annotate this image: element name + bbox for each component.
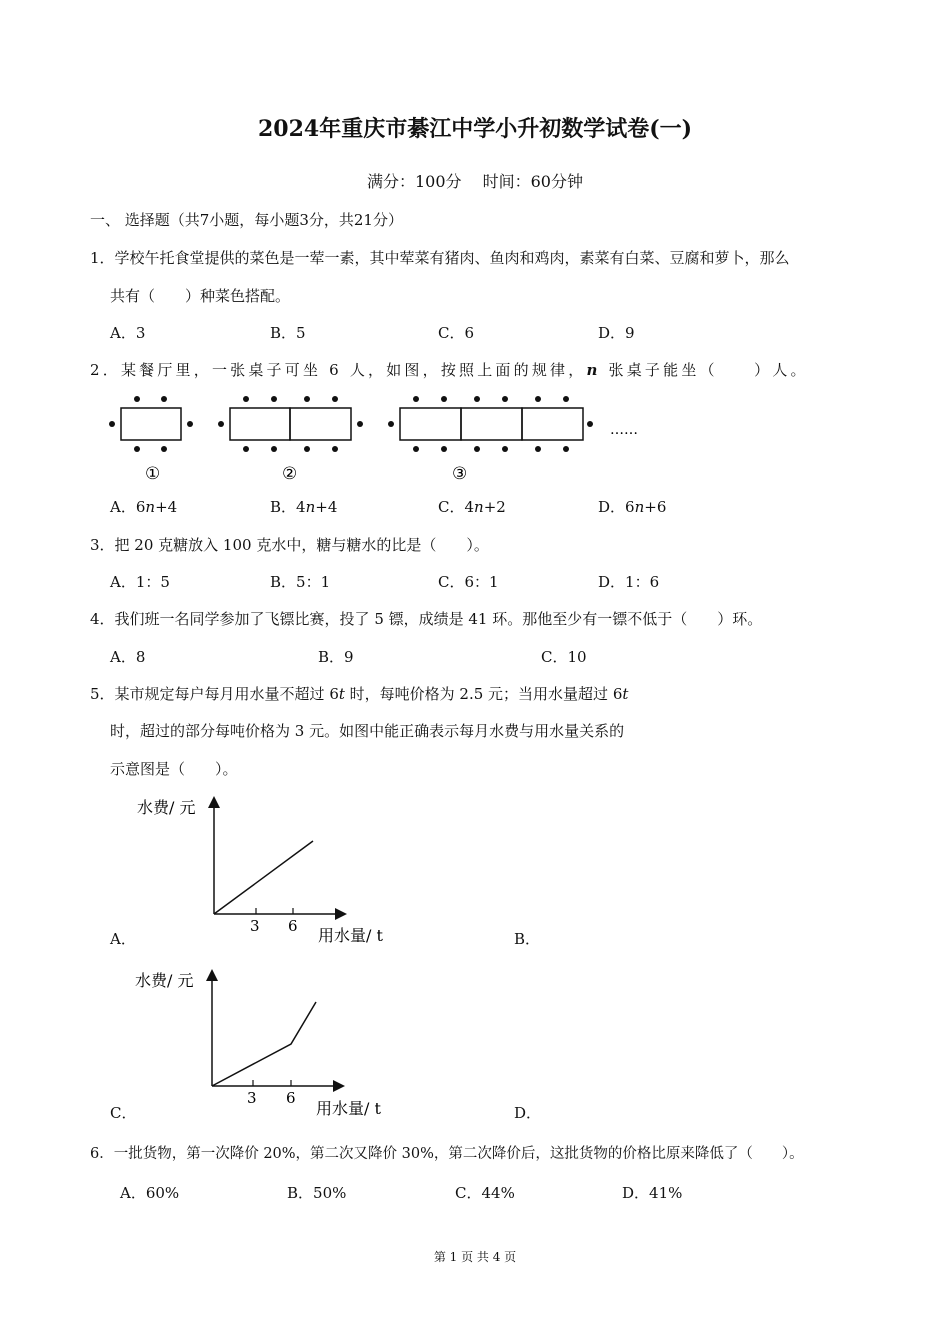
seat-dot xyxy=(587,421,593,427)
seat-dot xyxy=(161,396,167,402)
q5-option-c[interactable]: C． xyxy=(110,1104,137,1122)
figure-label-1: ① xyxy=(145,464,161,484)
table-rect xyxy=(121,408,181,440)
table-rect xyxy=(522,408,583,440)
q1-text: 1．学校午托食堂提供的菜色是一荤一素，其中荤菜有猪肉、鱼肉和鸡肉，素菜有白菜、豆腐和萝卜，那么 xyxy=(90,249,790,267)
q5-text-cont2: 示意图是（ ）。 xyxy=(110,760,238,778)
tick-label-3: 3 xyxy=(250,917,260,935)
q2-var-n: n xyxy=(586,361,601,379)
q5-option-d[interactable]: D． xyxy=(514,1104,542,1122)
seat-dot xyxy=(441,446,447,452)
seat-dot xyxy=(332,396,338,402)
q1-text-cont: 共有（ ）种菜色搭配。 xyxy=(110,287,291,305)
seat-dot xyxy=(187,421,193,427)
q3-text: 3．把 20 克糖放入 100 克水中，糖与糖水的比是（ ）。 xyxy=(90,536,489,554)
q2-text: 2．某餐厅里，一张桌子可坐 6 人，如图，按照上面的规律，n 张桌子能坐（ ）人。 xyxy=(90,361,809,379)
q3-option-a[interactable]: A．1：5 xyxy=(110,573,170,591)
q2-option-d[interactable]: D．6n+6 xyxy=(598,498,667,516)
y-axis-label: 水费/ 元 xyxy=(135,971,194,990)
q1-option-c[interactable]: C．6 xyxy=(438,324,475,342)
tick-label-6: 6 xyxy=(288,917,298,935)
tick-label-6: 6 xyxy=(286,1089,296,1107)
q3-option-c[interactable]: C．6：1 xyxy=(438,573,499,591)
q4-option-a[interactable]: A．8 xyxy=(110,648,146,666)
table-rect xyxy=(461,408,522,440)
cost-line xyxy=(214,841,313,914)
seat-dot xyxy=(271,396,277,402)
x-axis-label: 用水量/ t xyxy=(318,926,383,945)
q1-option-a[interactable]: A．3 xyxy=(110,324,146,342)
q2-option-c[interactable]: C．4n+2 xyxy=(438,498,506,516)
seat-dot xyxy=(161,446,167,452)
seat-dot xyxy=(271,446,277,452)
seat-dot xyxy=(502,446,508,452)
figure-label-2: ② xyxy=(282,464,298,484)
table-rect xyxy=(400,408,461,440)
table-rect xyxy=(290,408,351,440)
q1-option-b[interactable]: B．5 xyxy=(270,324,306,342)
figure-label-3: ③ xyxy=(452,464,468,484)
q3-option-b[interactable]: B．5：1 xyxy=(270,573,331,591)
q4-option-c[interactable]: C．10 xyxy=(541,648,587,666)
q3-option-d[interactable]: D．1：6 xyxy=(598,573,660,591)
table-rect xyxy=(230,408,290,440)
table-arrangement-figure xyxy=(0,390,700,490)
q1-option-d[interactable]: D．9 xyxy=(598,324,635,342)
q6-option-a[interactable]: A．60% xyxy=(120,1184,180,1202)
seat-dot xyxy=(134,446,140,452)
q5-text-cont: 时，超过的部分每吨价格为 3 元。如图中能正确表示每月水费与用水量关系的 xyxy=(110,722,625,740)
q2-option-b[interactable]: B．4n+4 xyxy=(270,498,338,516)
seat-dot xyxy=(218,421,224,427)
page-footer: 第 1 页 共 4 页 xyxy=(433,1250,517,1264)
y-axis-label: 水费/ 元 xyxy=(137,798,196,817)
seat-dot xyxy=(535,446,541,452)
q4-text: 4．我们班一名同学参加了飞镖比赛，投了 5 镖，成绩是 41 环。那他至少有一镖不低于（ ）环。 xyxy=(90,610,763,628)
q5-text: 5．某市规定每户每月用水量不超过 6t 时，每吨价格为 2.5 元；当用水量超过 6t xyxy=(90,685,629,703)
q6-option-b[interactable]: B．50% xyxy=(287,1184,347,1202)
x-axis-label: 用水量/ t xyxy=(316,1099,381,1118)
q5-option-b[interactable]: B． xyxy=(514,930,541,948)
seat-dot xyxy=(304,446,310,452)
page-title: 2024年重庆市綦江中学小升初数学试卷(一) xyxy=(257,116,693,142)
seat-dot xyxy=(474,446,480,452)
seat-dot xyxy=(388,421,394,427)
seat-dot xyxy=(474,396,480,402)
graph-a xyxy=(130,793,410,953)
q6-option-c[interactable]: C．44% xyxy=(455,1184,515,1202)
graph-c xyxy=(130,966,410,1126)
section-heading: 一、 选择题（共7小题，每小题3分，共21分） xyxy=(90,211,403,229)
tick-label-3: 3 xyxy=(247,1089,257,1107)
q2-option-a[interactable]: A．6n+4 xyxy=(110,498,178,516)
seat-dot xyxy=(441,396,447,402)
q5-option-a[interactable]: A． xyxy=(110,930,136,948)
q6-text: 6．一批货物，第一次降价 20%，第二次又降价 30%，第二次降价后，这批货物的价格比原来降低了（ ）。 xyxy=(90,1146,804,1162)
seat-dot xyxy=(109,421,115,427)
seat-dot xyxy=(243,396,249,402)
seat-dot xyxy=(332,446,338,452)
seat-dot xyxy=(304,396,310,402)
seat-dot xyxy=(357,421,363,427)
ellipsis: …… xyxy=(610,422,638,438)
exam-info: 满分：100分 时间：60分钟 xyxy=(367,172,583,191)
q4-option-b[interactable]: B．9 xyxy=(318,648,354,666)
cost-line xyxy=(212,1002,316,1086)
seat-dot xyxy=(535,396,541,402)
seat-dot xyxy=(134,396,140,402)
q6-option-d[interactable]: D．41% xyxy=(622,1184,683,1202)
seat-dot xyxy=(413,446,419,452)
seat-dot xyxy=(563,396,569,402)
seat-dot xyxy=(413,396,419,402)
seat-dot xyxy=(502,396,508,402)
seat-dot xyxy=(243,446,249,452)
seat-dot xyxy=(563,446,569,452)
